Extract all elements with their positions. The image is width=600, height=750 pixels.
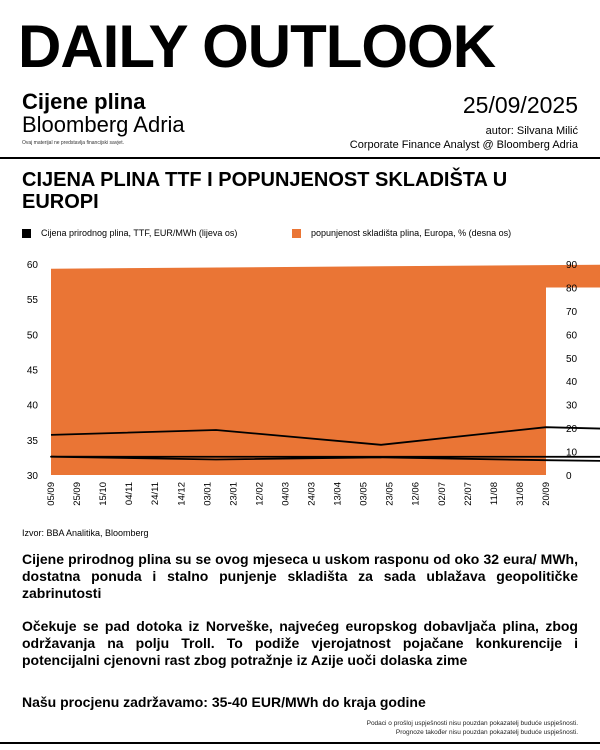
y-right-tick-label: 30 bbox=[566, 400, 578, 412]
y-right-tick-label: 40 bbox=[566, 377, 578, 389]
y-left-ticks bbox=[27, 260, 39, 482]
brand-disclaimer: Ovaj materijal ne predstavlja financijski savjet. bbox=[22, 140, 124, 146]
x-tick-label: 12/02 bbox=[254, 482, 266, 506]
author-name: autor: Silvana Milić bbox=[485, 125, 578, 137]
y-left-tick-label: 55 bbox=[26, 295, 38, 307]
brand-name: Bloomberg Adria bbox=[22, 112, 185, 137]
x-tick-label: 02/07 bbox=[436, 482, 448, 506]
legend-storage-swatch bbox=[292, 229, 301, 238]
x-tick-label: 13/04 bbox=[332, 482, 344, 506]
chart-plot bbox=[0, 250, 600, 522]
y-right-tick-label: 60 bbox=[566, 330, 578, 342]
legend-price bbox=[22, 227, 237, 239]
footer-note-1: Podaci o prošloj uspješnosti nisu pouzdan pokazatelj buduće uspješnosti. bbox=[366, 720, 578, 727]
x-tick-label: 23/05 bbox=[384, 482, 396, 506]
x-tick-label: 04/11 bbox=[124, 482, 136, 506]
x-tick-label: 22/07 bbox=[462, 482, 474, 506]
commentary-paragraph-3: Našu procjenu zadržavamo: 35-40 EUR/MWh do kraja godine bbox=[22, 694, 426, 710]
chart-source: Izvor: BBA Analitika, Bloomberg bbox=[22, 528, 149, 538]
y-right-tick-label: 0 bbox=[566, 471, 572, 482]
footer-note-2: Prognoze također nisu pouzdan pokazatelj buduće uspješnosti. bbox=[395, 729, 578, 736]
y-right-tick-label: 70 bbox=[566, 306, 578, 318]
storage-area-layer bbox=[51, 257, 600, 475]
x-tick-label: 24/11 bbox=[150, 482, 162, 506]
x-tick-label: 20/09 bbox=[541, 482, 552, 506]
x-tick-label: 25/09 bbox=[72, 482, 84, 506]
brand-topic: Cijene plina bbox=[22, 89, 146, 114]
y-right-tick-label: 50 bbox=[566, 353, 578, 365]
x-tick-label: 11/08 bbox=[488, 482, 500, 506]
x-tick-label: 24/03 bbox=[306, 482, 318, 506]
x-tick-label: 14/12 bbox=[176, 482, 188, 506]
legend-storage bbox=[292, 227, 511, 239]
commentary-paragraph-2: Očekuje se pad dotoka iz Norveške, najvećeg europskog dobavljača plina, zbog održavanja na polju Troll. To podiže vjerojatnost pojačane konkurencije i potencijalni cjenovni rast zbog potražnje iz Azije uoči dolaska zime bbox=[22, 618, 578, 668]
commentary-paragraph-1: Cijene prirodnog plina su se ovog mjeseca u uskom rasponu od oko 32 eura/ MWh, dostatna ponuda i stalno punjenje skladišta za sada ublažava geopolitičke zabrinutosti bbox=[22, 551, 578, 601]
x-tick-label: 05/09 bbox=[46, 482, 57, 506]
report-date: 25/09/2025 bbox=[462, 92, 578, 118]
x-tick-label: 31/08 bbox=[514, 482, 526, 506]
x-tick-label: 03/05 bbox=[358, 482, 370, 506]
y-right-tick-label: 80 bbox=[566, 283, 578, 295]
y-right-ticks bbox=[566, 260, 578, 482]
y-left-tick-label: 40 bbox=[26, 400, 38, 412]
y-right-tick-label: 10 bbox=[566, 447, 578, 459]
legend-storage-label: popunjenost skladišta plina, Europa, % (desna os) bbox=[311, 228, 512, 238]
banner-title: DAILY OUTLOOK bbox=[18, 13, 496, 80]
y-left-tick-label: 30 bbox=[26, 471, 38, 482]
storage-area bbox=[51, 257, 600, 475]
header-divider bbox=[0, 157, 600, 159]
y-right-tick-label: 90 bbox=[566, 260, 578, 271]
author-role: Corporate Finance Analyst @ Bloomberg Adria bbox=[349, 139, 578, 151]
x-tick-label: 03/01 bbox=[202, 482, 214, 506]
legend-price-label: Cijena prirodnog plina, TTF, EUR/MWh (lijeva os) bbox=[41, 228, 238, 238]
y-right-tick-label: 20 bbox=[566, 424, 578, 436]
y-left-tick-label: 50 bbox=[26, 330, 38, 342]
footer-divider bbox=[0, 742, 600, 744]
legend-price-swatch bbox=[22, 229, 31, 238]
chart-title: CIJENA PLINA TTF I POPUNJENOST SKLADIŠTA U EUROPI bbox=[22, 169, 508, 213]
y-left-tick-label: 35 bbox=[26, 435, 38, 447]
x-tick-label: 12/06 bbox=[410, 482, 422, 506]
y-left-tick-label: 60 bbox=[26, 260, 38, 271]
y-left-tick-label: 45 bbox=[26, 365, 38, 377]
x-ticks bbox=[46, 482, 552, 506]
x-tick-label: 23/01 bbox=[228, 482, 240, 506]
x-tick-label: 15/10 bbox=[98, 482, 110, 506]
x-tick-label: 04/03 bbox=[280, 482, 292, 506]
